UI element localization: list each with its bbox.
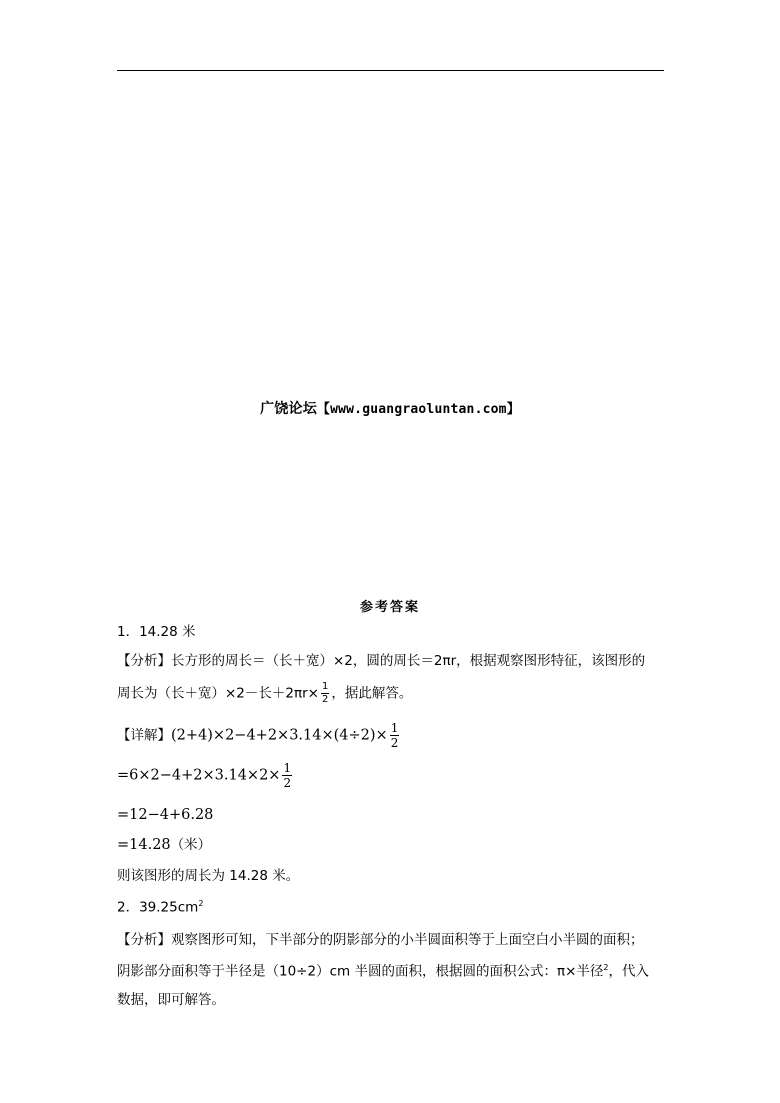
q1-step4-unit: （米） xyxy=(170,837,212,853)
q1-step2-fraction: $\frac{1}{2}$ xyxy=(283,761,292,790)
q1-detail-step2 xyxy=(117,762,294,789)
q1-step1-expr: (2+4)×2−4+2×3.14×(4÷2)× xyxy=(171,727,388,744)
q1-analysis-line1: 【分析】长方形的周长＝（长＋宽）×2，圆的周长＝2πr，根据观察图形特征，该图形的 xyxy=(117,653,646,669)
forum-name: 广饶论坛 xyxy=(260,401,317,417)
q2-analysis-exponent: 2 xyxy=(603,963,609,972)
header-rule xyxy=(117,70,664,71)
q1-step1-fraction: $\frac{1}{2}$ xyxy=(390,721,399,750)
q2-answer xyxy=(117,900,203,915)
q1-analysis-fraction: $\frac{1}{2}$ xyxy=(321,681,329,705)
q1-detail-step3: =12−4+6.28 xyxy=(117,807,214,823)
q2-analysis-line2-text: 阴影部分面积等于半径是（10÷2）cm 半圆的面积，根据圆的面积公式：π×半径 xyxy=(117,963,604,980)
q1-detail-step4 xyxy=(117,838,211,853)
q1-detail-label: 【详解】 xyxy=(117,727,171,744)
q1-step2-expr: =6×2−4+2×3.14×2× xyxy=(117,767,281,784)
q2-analysis-line2 xyxy=(117,964,649,979)
q2-analysis-line1: 【分析】观察图形可知，下半部分的阴影部分的小半圆面积等于上面空白小半圆的面积； xyxy=(117,932,644,948)
q2-answer-text: 2．39.25cm xyxy=(117,899,199,916)
q1-detail-step1 xyxy=(117,722,401,749)
q1-analysis-line2 xyxy=(117,682,412,705)
q1-step4-expr: =14.28 xyxy=(117,837,171,853)
q1-conclusion: 则该图形的周长为 14.28 米。 xyxy=(117,868,300,884)
q2-analysis-line2-end: ，代入 xyxy=(608,963,649,980)
q2-answer-exponent: 2 xyxy=(198,899,204,908)
forum-watermark xyxy=(0,398,780,418)
answers-title: 参考答案 xyxy=(359,600,420,615)
q2-analysis-line3: 数据，即可解答。 xyxy=(117,992,225,1008)
q1-answer: 1．14.28 米 xyxy=(117,624,196,640)
q1-analysis-line2-text: 周长为（长＋宽）×2－长＋2πr× xyxy=(117,685,319,702)
q1-analysis-line2-end: ，据此解答。 xyxy=(331,685,413,702)
forum-url: 【www.guangraoluntan.com】 xyxy=(316,402,520,417)
